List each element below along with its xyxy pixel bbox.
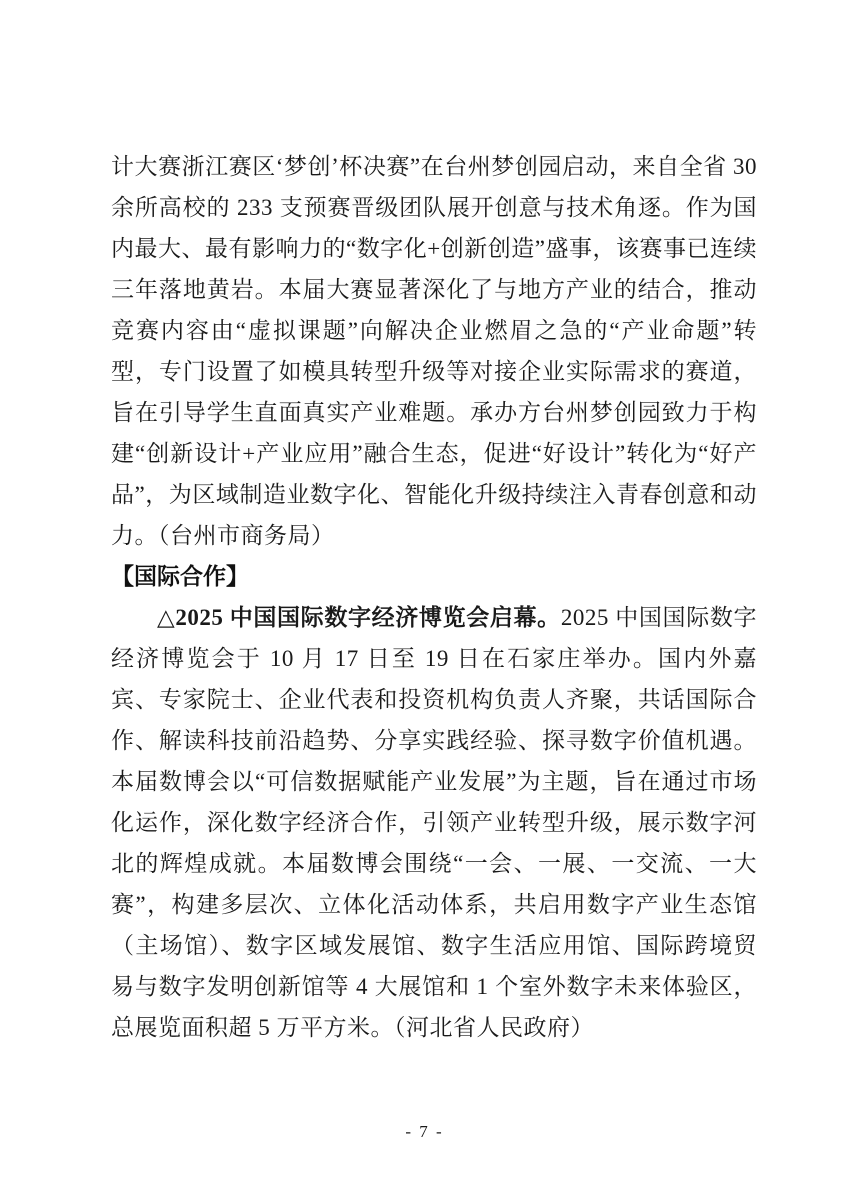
paragraph-continued-design-contest: 计大赛浙江赛区‘梦创’杯决赛”在台州梦创园启动，来自全省 30 余所高校的 233 支预赛晋级团队展开创意与技术角逐。作为国内最大、最有影响力的“数字化+创新创造”盛事，该赛事已连续三年落地黄岩。本届大赛显著深化了与地方产业的结合，推动竞赛内容由“虚拟课题”向解决企业燃眉之急的“产业命题”转型，专门设置了如模具转型升级等对接企业实际需求的赛道，旨在引导学生直面真实产业难题。承办方台州梦创园致力于构建“创新设计+产业应用”融合生态，促进“好设计”转化为“好产品”，为区域制造业数字化、智能化升级持续注入青春创意和动力。（台州市商务局） xyxy=(111,154,757,548)
section-header-international-cooperation: 【国际合作】 xyxy=(111,564,249,589)
paragraph-lead-title: △2025 中国国际数字经济博览会启幕。 xyxy=(157,605,561,630)
paragraph-digital-economy-expo xyxy=(111,597,757,1048)
page-number: - 7 - xyxy=(405,1122,444,1141)
paragraph-body-text: 2025 中国国际数字经济博览会于 10 月 17 日至 19 日在石家庄举办。国内外嘉宾、专家院士、企业代表和投资机构负责人齐聚，共话国际合作、解读科技前沿趋势、分享实践经验、探寻数字价值机遇。本届数博会以“可信数据赋能产业发展”为主题，旨在通过市场化运作，深化数字经济合作，引领产业转型升级，展示数字河北的辉煌成就。本届数博会围绕“一会、一展、一交流、一大赛”，构建多层次、立体化活动体系，共启用数字产业生态馆（主场馆）、数字区域发展馆、数字生活应用馆、国际跨境贸易与数字发明创新馆等 4 大展馆和 1 个室外数字未来体验区，总展览面积超 5 万平方米。（河北省人民政府） xyxy=(111,605,757,1040)
page-content xyxy=(111,146,757,1048)
